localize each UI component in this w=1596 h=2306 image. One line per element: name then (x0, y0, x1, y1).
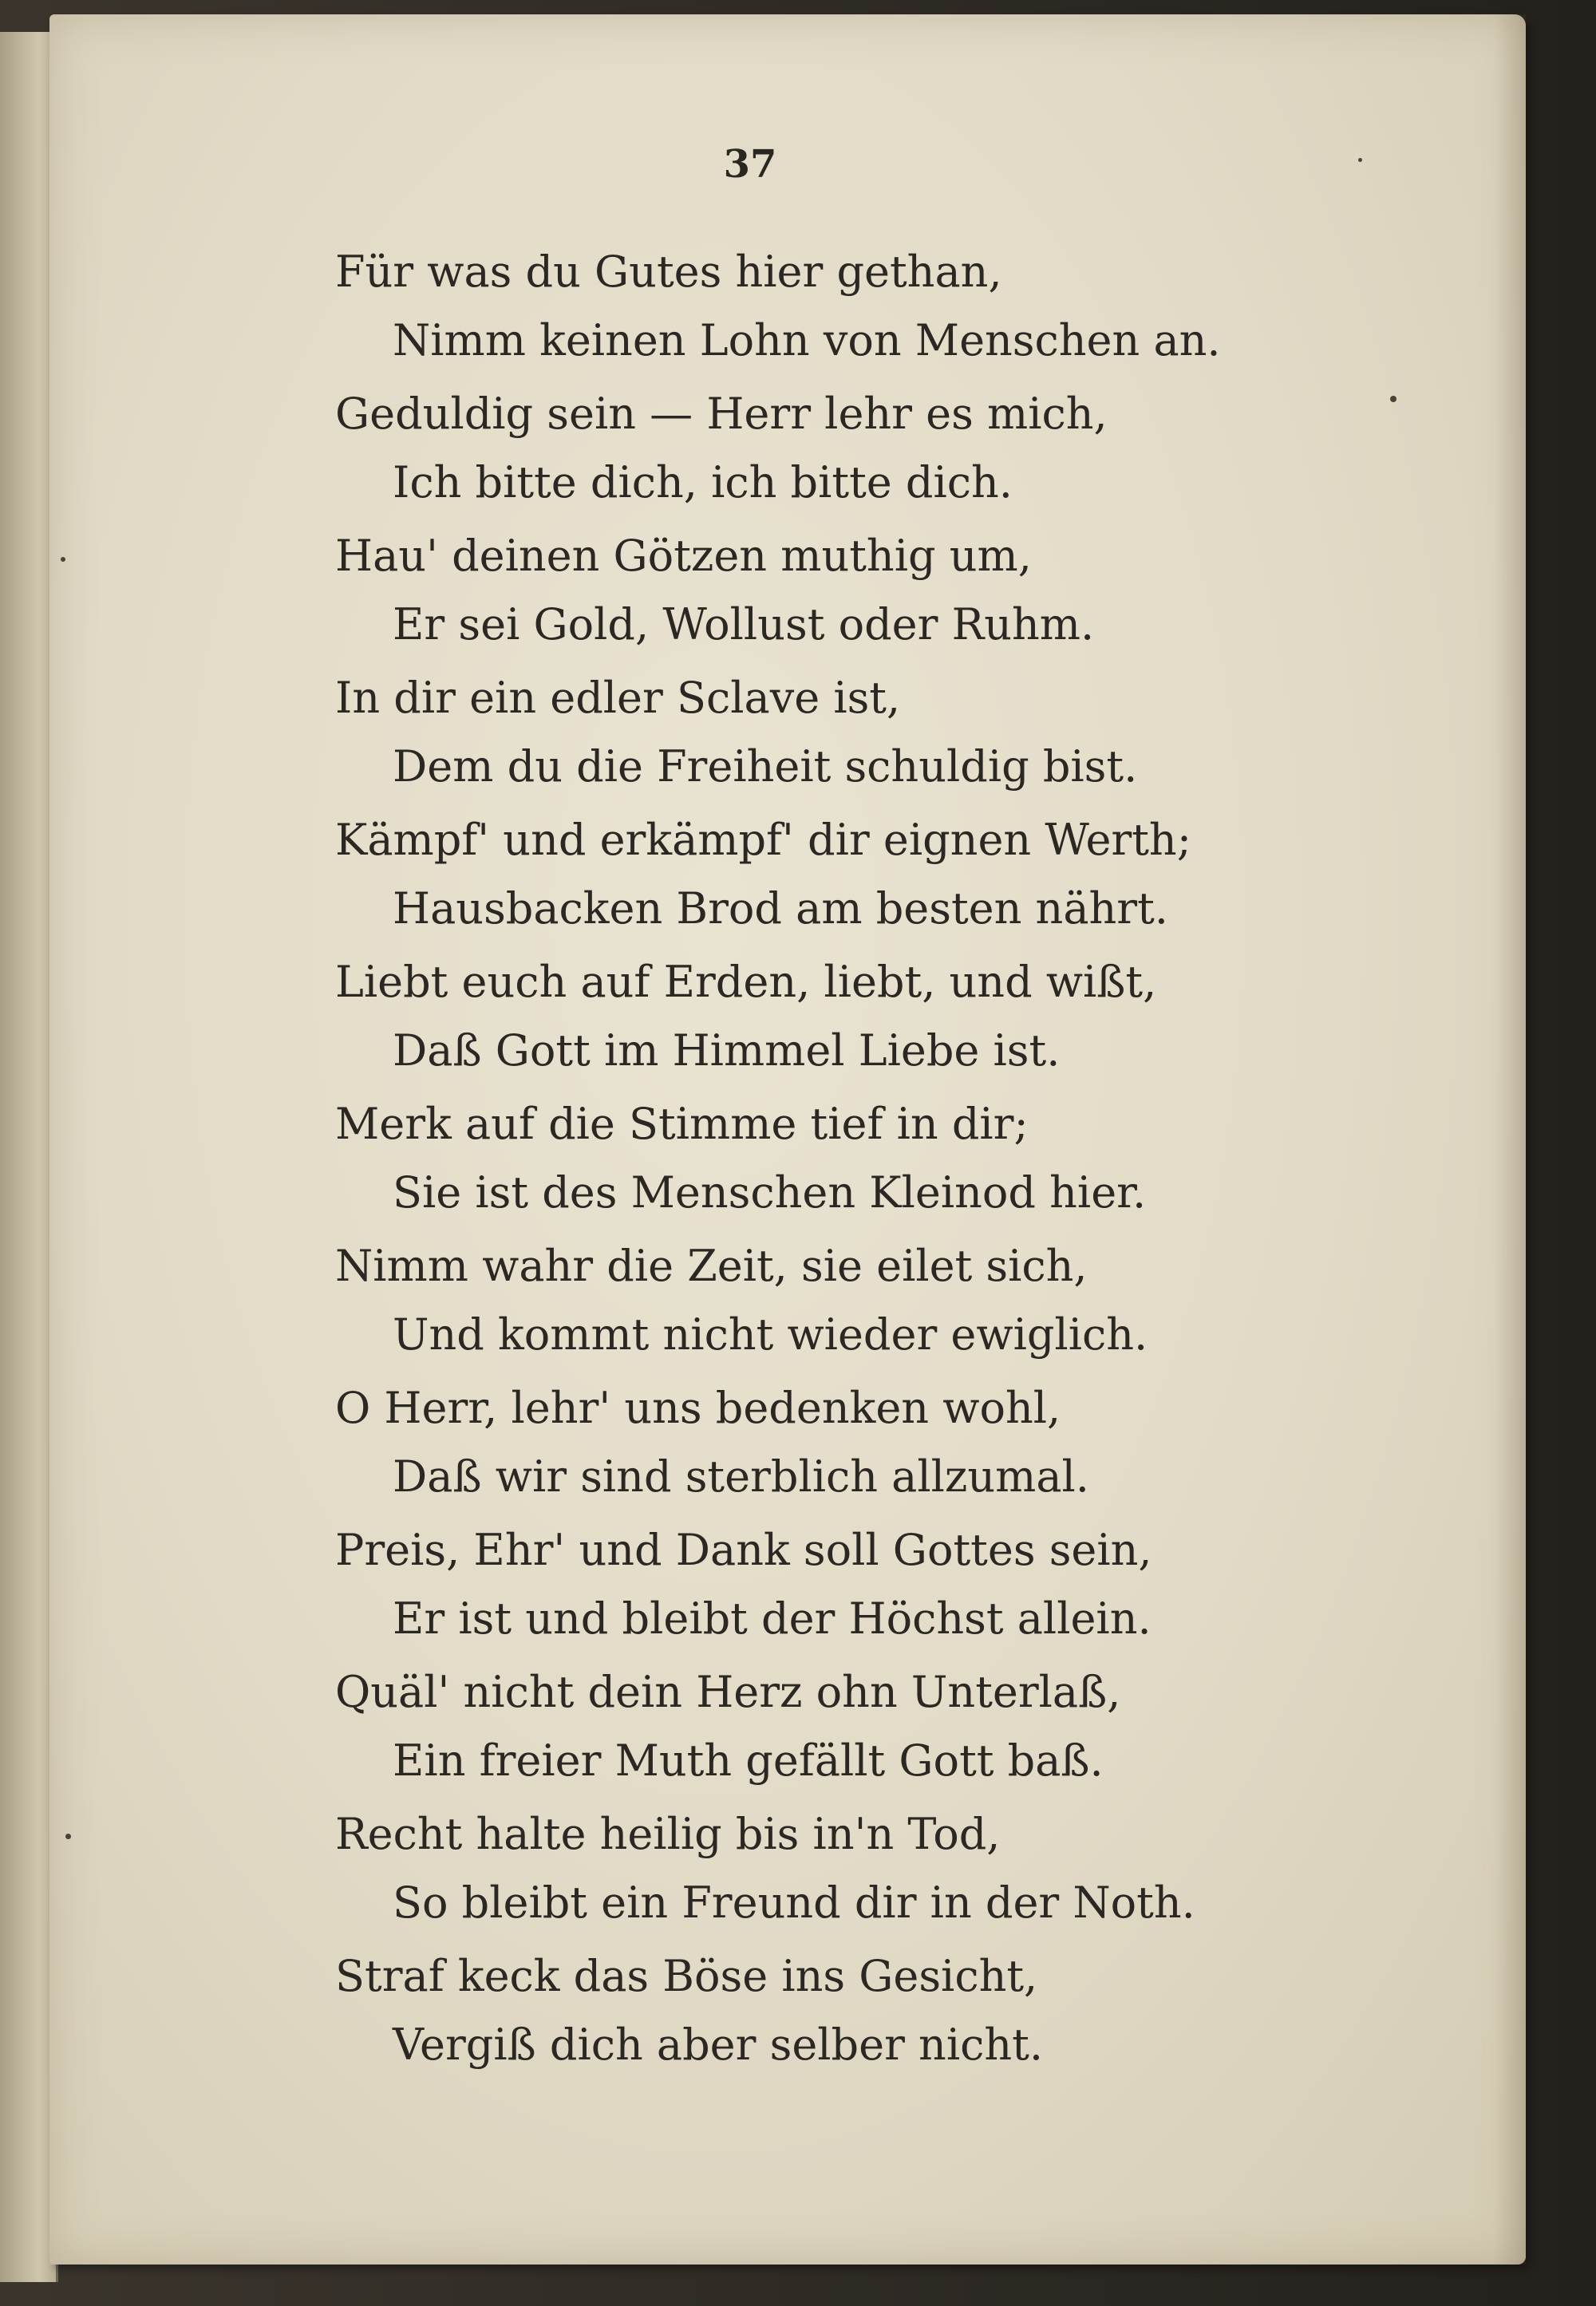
verse-line-indented: Hausbacken Brod am besten nährt. (393, 883, 1168, 934)
couplet (335, 380, 1452, 522)
verse-line-indented: Nimm keinen Lohn von Menschen an. (393, 315, 1221, 365)
verse-line-indented: Vergiß dich aber selber nicht. (393, 2020, 1043, 2070)
verse-line-indented: Ein freier Muth gefällt Gott baß. (393, 1735, 1104, 1786)
couplet (335, 806, 1452, 948)
verse-line: O Herr, lehr' uns bedenken wohl, (335, 1383, 1061, 1433)
verse-line: Nimm wahr die Zeit, sie eilet sich, (335, 1241, 1088, 1291)
verse-line-indented: Daß wir sind sterblich allzumal. (393, 1451, 1089, 1502)
couplet (335, 522, 1452, 664)
verse-line: Quäl' nicht dein Herz ohn Unterlaß, (335, 1667, 1121, 1717)
verse-line-indented: Sie ist des Menschen Kleinod hier. (393, 1167, 1147, 1218)
verse-line: Straf keck das Böse ins Gesicht, (335, 1951, 1038, 2001)
couplet (335, 664, 1452, 806)
verse-line-indented: Er sei Gold, Wollust oder Ruhm. (393, 599, 1095, 650)
verse-line: Kämpf' und erkämpf' dir eignen Werth; (335, 815, 1191, 865)
couplet (335, 1658, 1452, 1800)
verse-line-indented: So bleibt ein Freund dir in der Noth. (393, 1878, 1195, 1928)
verse-line-indented: Ich bitte dich, ich bitte dich. (393, 457, 1013, 507)
verse-line: Liebt euch auf Erden, liebt, und wißt, (335, 957, 1157, 1007)
page-number: 37 (723, 142, 777, 187)
couplet (335, 1374, 1452, 1516)
ink-spot (61, 557, 65, 562)
verse-line-indented: Daß Gott im Himmel Liebe ist. (393, 1025, 1061, 1076)
couplet (335, 1800, 1452, 1942)
verse-line: Merk auf die Stimme tief in dir; (335, 1099, 1029, 1149)
verse-line: In dir ein edler Sclave ist, (335, 673, 901, 723)
verse-line: Geduldig sein — Herr lehr es mich, (335, 389, 1108, 439)
couplet (335, 1090, 1452, 1232)
couplet (335, 948, 1452, 1090)
couplet (335, 1516, 1452, 1658)
verse-line-indented: Er ist und bleibt der Höchst allein. (393, 1593, 1152, 1644)
verse-line: Preis, Ehr' und Dank soll Gottes sein, (335, 1525, 1152, 1575)
ink-spot (65, 1834, 71, 1839)
couplet (335, 1232, 1452, 1374)
couplet (335, 238, 1452, 380)
couplet (335, 1942, 1452, 2084)
verse-line-indented: Dem du die Freiheit schuldig bist. (393, 741, 1138, 792)
verse-line: Recht halte heilig bis in'n Tod, (335, 1809, 1001, 1859)
verse-line: Für was du Gutes hier gethan, (335, 247, 1002, 297)
verse-list (335, 238, 1452, 2084)
verse-line: Hau' deinen Götzen muthig um, (335, 531, 1032, 581)
verse-line-indented: Und kommt nicht wieder ewiglich. (393, 1309, 1148, 1360)
